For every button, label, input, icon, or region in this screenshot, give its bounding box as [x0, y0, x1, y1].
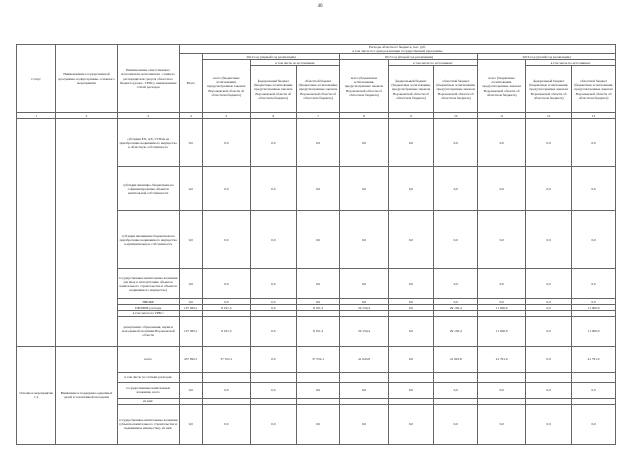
value-cell: 0,0	[296, 382, 340, 398]
header-2014-incl: в том числе по источникам:	[250, 60, 340, 66]
value-cell: 0,0	[572, 119, 616, 167]
column-index-cell: 4	[179, 113, 202, 119]
value-cell	[572, 372, 616, 382]
value-cell: 0,0	[572, 211, 616, 269]
value-cell: 0,0	[572, 299, 616, 305]
value-cell: 0,0	[250, 346, 296, 372]
value-cell: 0,0	[296, 167, 340, 211]
value-cell: 0,0	[434, 382, 478, 398]
header-year-2016: 2016 год (третий год реализации)	[478, 54, 616, 60]
value-cell: 0,0	[202, 211, 250, 269]
value-cell: 0,0	[526, 269, 572, 299]
value-cell: 8 191,3	[202, 305, 250, 311]
header-year-2015: 2015 год (второй год реализации)	[340, 54, 478, 60]
value-cell: 0,0	[202, 404, 250, 444]
value-cell: 0,0	[526, 167, 572, 211]
value-cell: 0,0	[250, 305, 296, 311]
row-label: ПРОЧИЕ расходы	[117, 305, 179, 311]
row-label: субсидии жилищным бюджетным на приобретение недвижимого имущества в муниципальную собственность	[117, 211, 179, 269]
value-cell: 0,0	[526, 346, 572, 372]
column-index-cell: 5	[202, 113, 250, 119]
header-2015-federal: федеральный бюджет (бюджетные ассигнования, предусмотренные законом Воронежской области об областном бюджете)	[388, 66, 434, 113]
status-cell	[17, 119, 56, 346]
value-cell: 29 150,4	[340, 316, 388, 346]
column-index-cell: 1	[17, 113, 56, 119]
row-label: государственные капитальные вложения (объекты капитального строительства и недвижимое имущество), из них:	[117, 404, 179, 444]
value-cell: 0,0	[296, 269, 340, 299]
value-cell: 11 000,0	[572, 316, 616, 346]
value-cell	[340, 372, 388, 382]
value-cell	[296, 372, 340, 382]
value-cell: 0,0	[388, 119, 434, 167]
row-label: субсидии ЕХ, АХ, ГУПам на приобретение недвижимого имущества в областную собственность	[117, 119, 179, 167]
value-cell: 0,0	[179, 299, 202, 305]
value-cell: 41 643,8	[340, 346, 388, 372]
column-index-cell: 7	[296, 113, 340, 119]
value-cell: 0,0	[250, 316, 296, 346]
row-label: в том числе по статьям расходов:	[117, 372, 179, 382]
value-cell: 0,0	[572, 167, 616, 211]
value-cell: 0,0	[388, 316, 434, 346]
value-cell: 0,0	[478, 269, 526, 299]
value-cell: 0,0	[434, 269, 478, 299]
value-cell: 0,0	[572, 382, 616, 398]
value-cell: 0,0	[296, 119, 340, 167]
row-label: департамент образования, науки и молодежной политики Воронежской области	[117, 316, 179, 346]
value-cell: 127 965,1	[179, 316, 202, 346]
value-cell: 0,0	[478, 119, 526, 167]
header-2016-regional: областной бюджет (бюджетные ассигнования, предусмотренные законом Воронежской области об областном бюджете)	[572, 66, 616, 113]
column-index-cell: 9	[388, 113, 434, 119]
value-cell: 0,0	[478, 167, 526, 211]
value-cell: 8 191,3	[296, 305, 340, 311]
value-cell: 0,0	[478, 404, 526, 444]
value-cell: 0,0	[202, 119, 250, 167]
row-label: из них:	[117, 398, 179, 404]
value-cell: 0,0	[250, 299, 296, 305]
value-cell: 0,0	[526, 119, 572, 167]
value-cell: 0,0	[434, 404, 478, 444]
value-cell: 0,0	[340, 167, 388, 211]
value-cell: 0,0	[250, 211, 296, 269]
table-row	[17, 346, 616, 372]
value-cell: 8 191,3	[202, 316, 250, 346]
value-cell: 0,0	[478, 211, 526, 269]
value-cell: 29 150,4	[434, 305, 478, 311]
row-label: субсидии жилищно-бюджетным на софинансирование объектов капитальной собственности	[117, 167, 179, 211]
row-label: всего	[117, 346, 179, 372]
row-label: в том числе по ГРБС:	[117, 311, 179, 316]
value-cell: 11 000,0	[478, 316, 526, 346]
value-cell: 29 150,4	[434, 316, 478, 346]
header-2014-federal: федеральный бюджет (бюджетные ассигнования, предусмотренные законом Воронежской области об областном бюджете)	[250, 66, 296, 113]
value-cell: 0,0	[526, 382, 572, 398]
header-status: Статус	[17, 45, 56, 113]
value-cell: 11 000,0	[478, 305, 526, 311]
value-cell: 0,0	[179, 167, 202, 211]
value-cell: 0,0	[526, 305, 572, 311]
column-index-cell: 11	[478, 113, 526, 119]
header-year-2014: 2014 год (первый год реализации)	[202, 54, 340, 60]
row-label: государственные капитальные вложения (на ввод в эксплуатацию объектов капитального строительства и объектов недвижимого имущества)	[117, 269, 179, 299]
value-cell: 0,0	[388, 269, 434, 299]
row-label: НИОКР	[117, 299, 179, 305]
value-cell: 0,0	[179, 211, 202, 269]
value-cell: 0,0	[388, 305, 434, 311]
value-cell: 0,0	[202, 167, 250, 211]
header-2014-total: всего (бюджетные ассигнования, предусмотренные законом Воронежской области об областном бюджете)	[202, 60, 250, 113]
header-2014-regional: областной бюджет (бюджетные ассигнования, предусмотренные законом Воронежской области об областном бюджете)	[296, 66, 340, 113]
header-2015-regional: областной бюджет (бюджетные ассигнования, предусмотренные законом Воронежской области об областном бюджете)	[434, 66, 478, 113]
value-cell: 29 150,4	[340, 305, 388, 311]
value-cell: 0,0	[179, 119, 202, 167]
value-cell: 0,0	[526, 211, 572, 269]
column-index-cell: 3	[117, 113, 179, 119]
value-cell: 41 791,0	[478, 346, 526, 372]
value-cell: 0,0	[478, 382, 526, 398]
value-cell: 0,0	[526, 316, 572, 346]
value-cell: 0,0	[340, 119, 388, 167]
value-cell	[179, 372, 202, 382]
value-cell: 0,0	[572, 404, 616, 444]
value-cell: 41 791,0	[572, 346, 616, 372]
header-2015-incl: в том числе по источникам:	[388, 60, 478, 66]
value-cell: 0,0	[340, 382, 388, 398]
value-cell: 0,0	[296, 404, 340, 444]
expenses-subtitle: в том числе по годам реализации государственной программы	[352, 49, 443, 54]
value-cell	[250, 372, 296, 382]
program-cell	[56, 119, 117, 346]
header-total: Всего	[179, 54, 202, 113]
value-cell: 37 552,1	[202, 346, 250, 372]
value-cell: 0,0	[526, 404, 572, 444]
value-cell: 0,0	[388, 167, 434, 211]
value-cell: 0,0	[340, 269, 388, 299]
value-cell: 0,0	[250, 119, 296, 167]
header-2016-total: всего (бюджетные ассигнования, предусмотренные законом Воронежской области об областном бюджете)	[478, 60, 526, 113]
value-cell: 0,0	[340, 299, 388, 305]
value-cell: 37 552,1	[296, 346, 340, 372]
value-cell: 0,0	[388, 299, 434, 305]
event-name-cell: Выявление и поддержка одаренных детей и талантливой молодежи	[56, 346, 117, 444]
value-cell: 0,0	[202, 382, 250, 398]
header-2016-incl: в том числе по источникам:	[526, 60, 616, 66]
column-index-cell: 8	[340, 113, 388, 119]
header-executor: Наименование ответственного исполнителя, исполнителя - главного распорядителя средств областного бюджета (далее - ГРБС), наименование статей расходов	[117, 45, 179, 113]
value-cell	[388, 372, 434, 382]
column-index-cell: 13	[572, 113, 616, 119]
header-2015-total: всего (бюджетные ассигнования, предусмотренные законом Воронежской области об областном бюджете)	[340, 60, 388, 113]
value-cell: 0,0	[434, 167, 478, 211]
column-index-cell: 2	[56, 113, 117, 119]
value-cell: 0,0	[388, 404, 434, 444]
budget-table	[16, 44, 616, 445]
value-cell: 0,0	[296, 299, 340, 305]
row-label: государственные капитальные вложения, всего	[117, 382, 179, 398]
value-cell: 0,0	[250, 167, 296, 211]
value-cell: 0,0	[572, 269, 616, 299]
value-cell: 0,0	[388, 346, 434, 372]
value-cell: 0,0	[526, 299, 572, 305]
value-cell: 0,0	[434, 119, 478, 167]
table-row	[17, 119, 616, 167]
value-cell: 0,0	[250, 269, 296, 299]
value-cell: 0,0	[296, 211, 340, 269]
value-cell: 0,0	[434, 211, 478, 269]
value-cell: 0,0	[250, 382, 296, 398]
value-cell	[434, 372, 478, 382]
value-cell: 0,0	[202, 269, 250, 299]
value-cell: 11 000,0	[572, 305, 616, 311]
value-cell: 457 092,1	[179, 346, 202, 372]
expenses-title: Расходы областного бюджета, тыс. руб.	[368, 45, 426, 49]
column-index-cell: 12	[526, 113, 572, 119]
value-cell: 127 965,1	[179, 305, 202, 311]
value-cell	[478, 372, 526, 382]
column-index-cell: 10	[434, 113, 478, 119]
value-cell	[202, 372, 250, 382]
value-cell: 0,0	[340, 404, 388, 444]
value-cell: 0,0	[179, 382, 202, 398]
value-cell	[526, 372, 572, 382]
value-cell: 0,0	[340, 211, 388, 269]
value-cell: 0,0	[388, 382, 434, 398]
header-program: Наименование государственной программы, подпрограммы, основного мероприятия	[56, 45, 117, 113]
value-cell: 0,0	[478, 299, 526, 305]
value-cell: 0,0	[179, 404, 202, 444]
value-cell: 8 191,3	[296, 316, 340, 346]
page-number: 40	[317, 4, 323, 9]
value-cell: 0,0	[250, 404, 296, 444]
column-index-cell: 6	[250, 113, 296, 119]
value-cell: 0,0	[202, 299, 250, 305]
value-cell: 0,0	[434, 299, 478, 305]
header-2016-federal: федеральный бюджет (бюджетные ассигнования, предусмотренные законом Воронежской области об областном бюджете)	[526, 66, 572, 113]
header-expenses	[179, 45, 615, 54]
value-cell: 41 643,8	[434, 346, 478, 372]
value-cell: 0,0	[179, 269, 202, 299]
event-status-cell: Основное мероприятие 1.2	[17, 346, 56, 444]
value-cell: 0,0	[388, 211, 434, 269]
